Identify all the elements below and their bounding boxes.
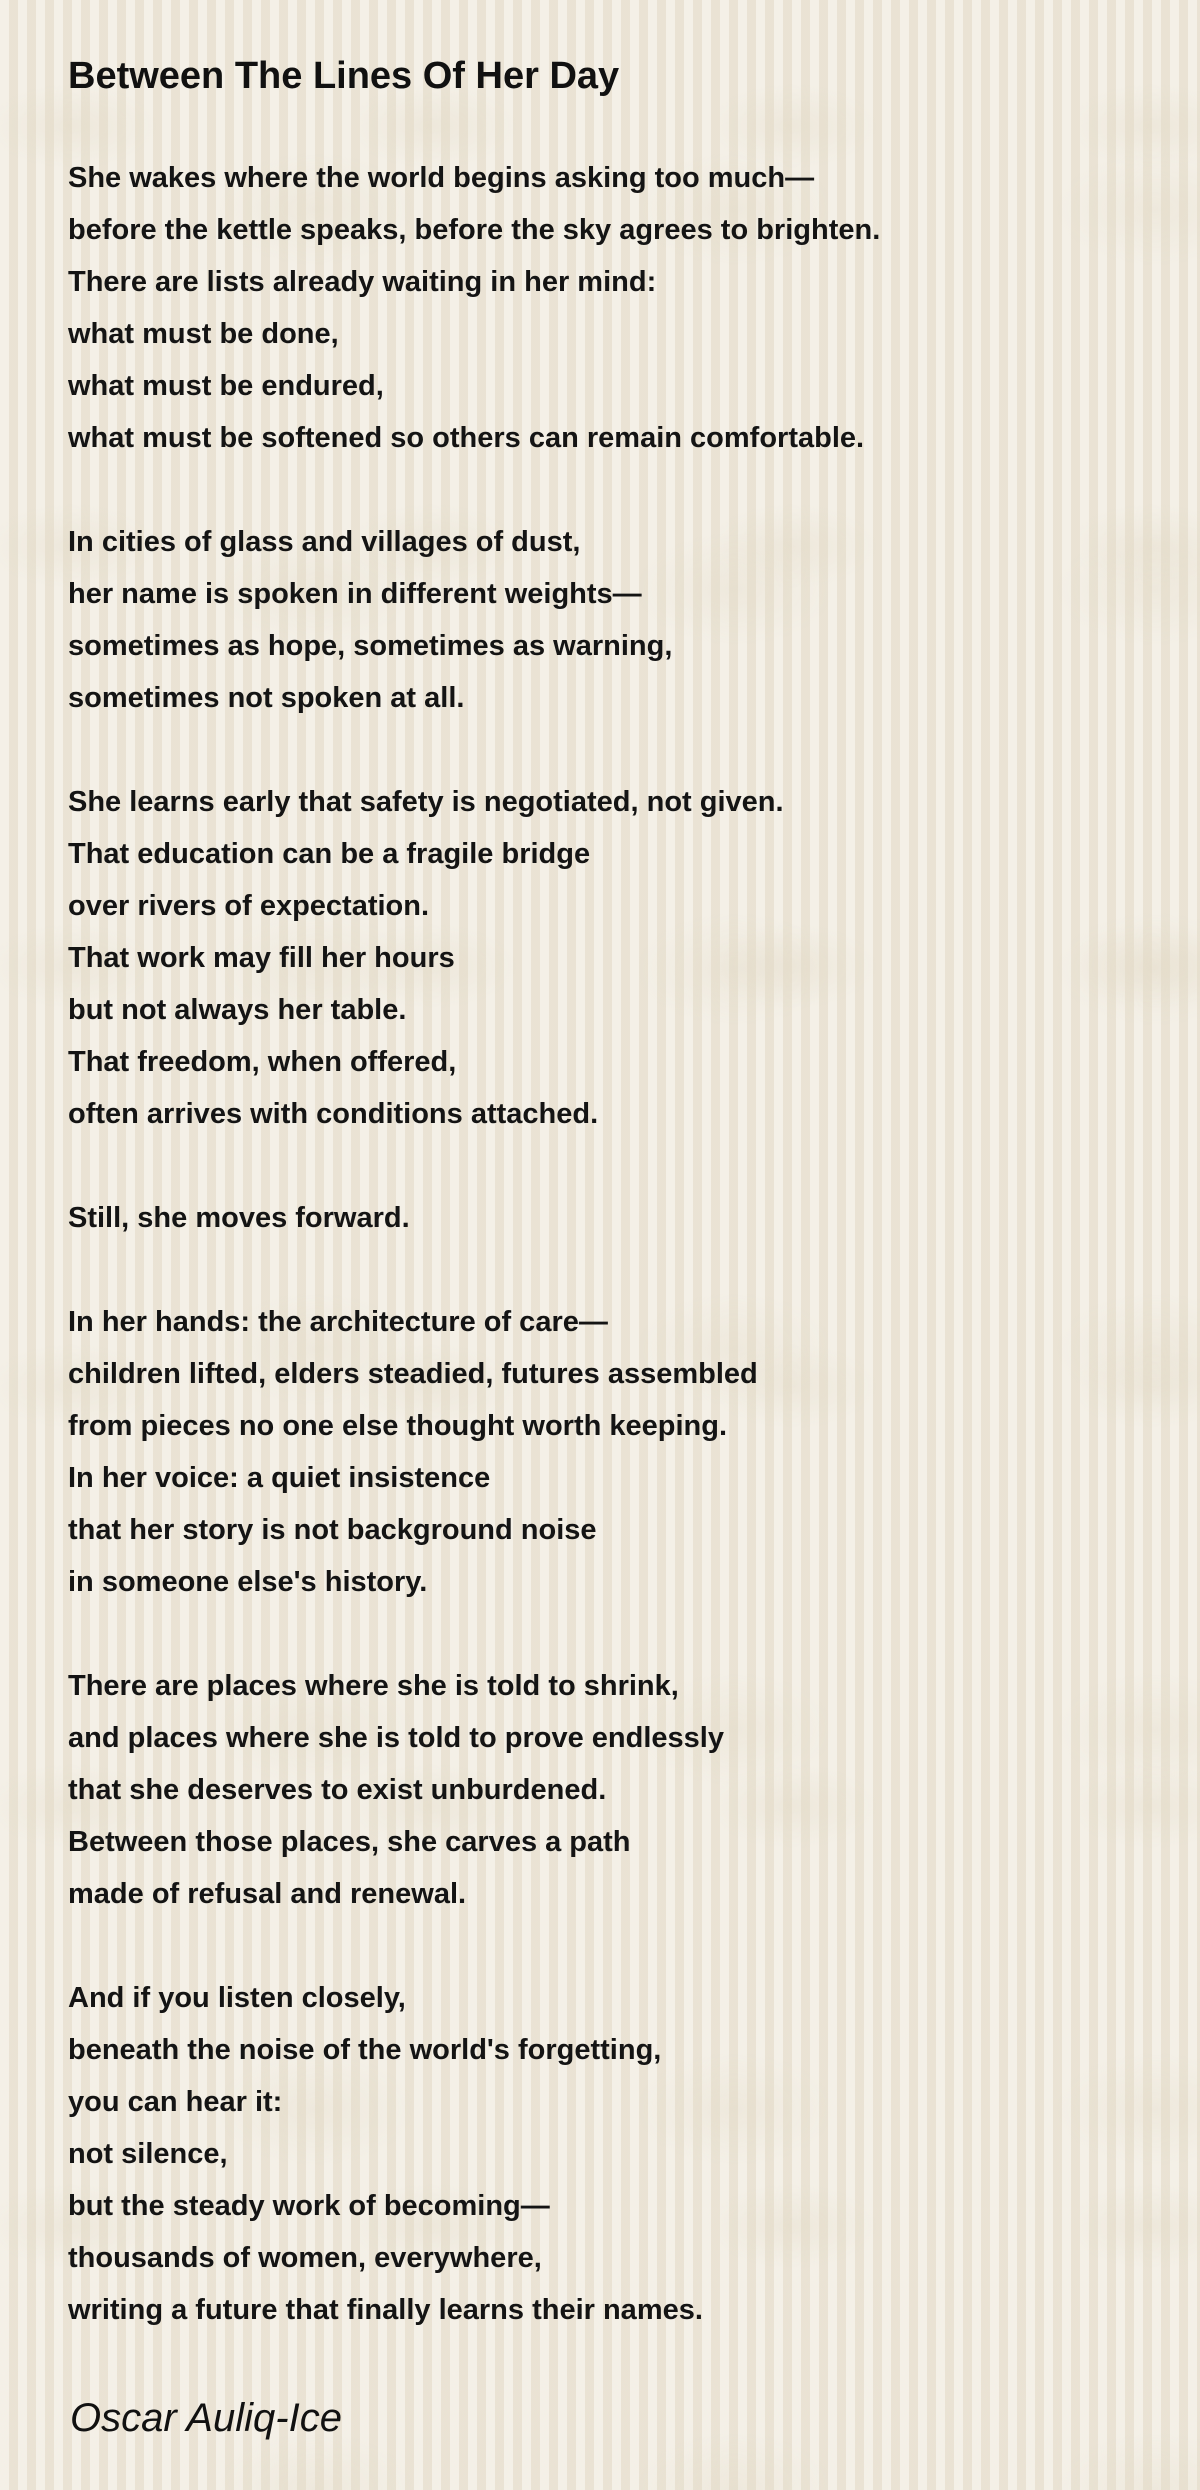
poem-line: children lifted, elders steadied, futures assembled: [68, 1358, 758, 1390]
poem-line: you can hear it:: [68, 2086, 283, 2118]
poem-line: In cities of glass and villages of dust,: [68, 526, 581, 558]
poem-line: before the kettle speaks, before the sky agrees to brighten.: [68, 214, 881, 246]
poem-line: Still, she moves forward.: [68, 1202, 410, 1234]
poem-line: That education can be a fragile bridge: [68, 838, 591, 870]
poem-line: sometimes as hope, sometimes as warning,: [68, 630, 673, 662]
stanza: [68, 776, 1200, 1140]
poem-line: that her story is not background noise: [68, 1514, 597, 1546]
poem-line: but the steady work of becoming—: [68, 2190, 550, 2222]
poem-line: Between those places, she carves a path: [68, 1826, 631, 1858]
poem-line: In her voice: a quiet insistence: [68, 1462, 491, 1494]
stanza: [68, 1660, 1200, 1920]
poem-line: There are places where she is told to shrink,: [68, 1670, 679, 1702]
poem-line: That work may fill her hours: [68, 942, 455, 974]
poem-line: but not always her table.: [68, 994, 407, 1026]
poem-line: In her hands: the architecture of care—: [68, 1306, 608, 1338]
poem-line: what must be endured,: [68, 370, 384, 402]
stanza: [68, 1192, 1200, 1244]
poem-line: thousands of women, everywhere,: [68, 2242, 542, 2274]
poem-line: what must be done,: [68, 318, 339, 350]
poem-line: over rivers of expectation.: [68, 890, 430, 922]
stanza: [68, 152, 1200, 464]
poem-line: from pieces no one else thought worth keeping.: [68, 1410, 728, 1442]
poem-line: She learns early that safety is negotiated, not given.: [68, 786, 784, 818]
poem-line: sometimes not spoken at all.: [68, 682, 465, 714]
poem-line: what must be softened so others can remain comfortable.: [68, 422, 865, 454]
poem-line: not silence,: [68, 2138, 228, 2170]
poem-line: that she deserves to exist unburdened.: [68, 1774, 607, 1806]
poem-line: beneath the noise of the world's forgetting,: [68, 2034, 662, 2066]
stanza: [68, 1972, 1200, 2336]
poem-line: And if you listen closely,: [68, 1982, 406, 2014]
poem-line: She wakes where the world begins asking too much—: [68, 162, 815, 194]
stanza: [68, 1296, 1200, 1608]
poem-line: often arrives with conditions attached.: [68, 1098, 599, 1130]
poem-line: writing a future that finally learns their names.: [68, 2294, 703, 2326]
stanza: [68, 516, 1200, 724]
poem-author: Oscar Auliq-Ice: [70, 2396, 342, 2440]
poem-line: That freedom, when offered,: [68, 1046, 457, 1078]
poem-line: her name is spoken in different weights—: [68, 578, 642, 610]
poem-line: made of refusal and renewal.: [68, 1878, 467, 1910]
poem-title: Between The Lines Of Her Day: [68, 55, 620, 97]
poem-line: in someone else's history.: [68, 1566, 428, 1598]
poem-line: and places where she is told to prove endlessly: [68, 1722, 724, 1754]
poem-line: There are lists already waiting in her mind:: [68, 266, 657, 298]
poem-body: [68, 152, 1200, 2336]
